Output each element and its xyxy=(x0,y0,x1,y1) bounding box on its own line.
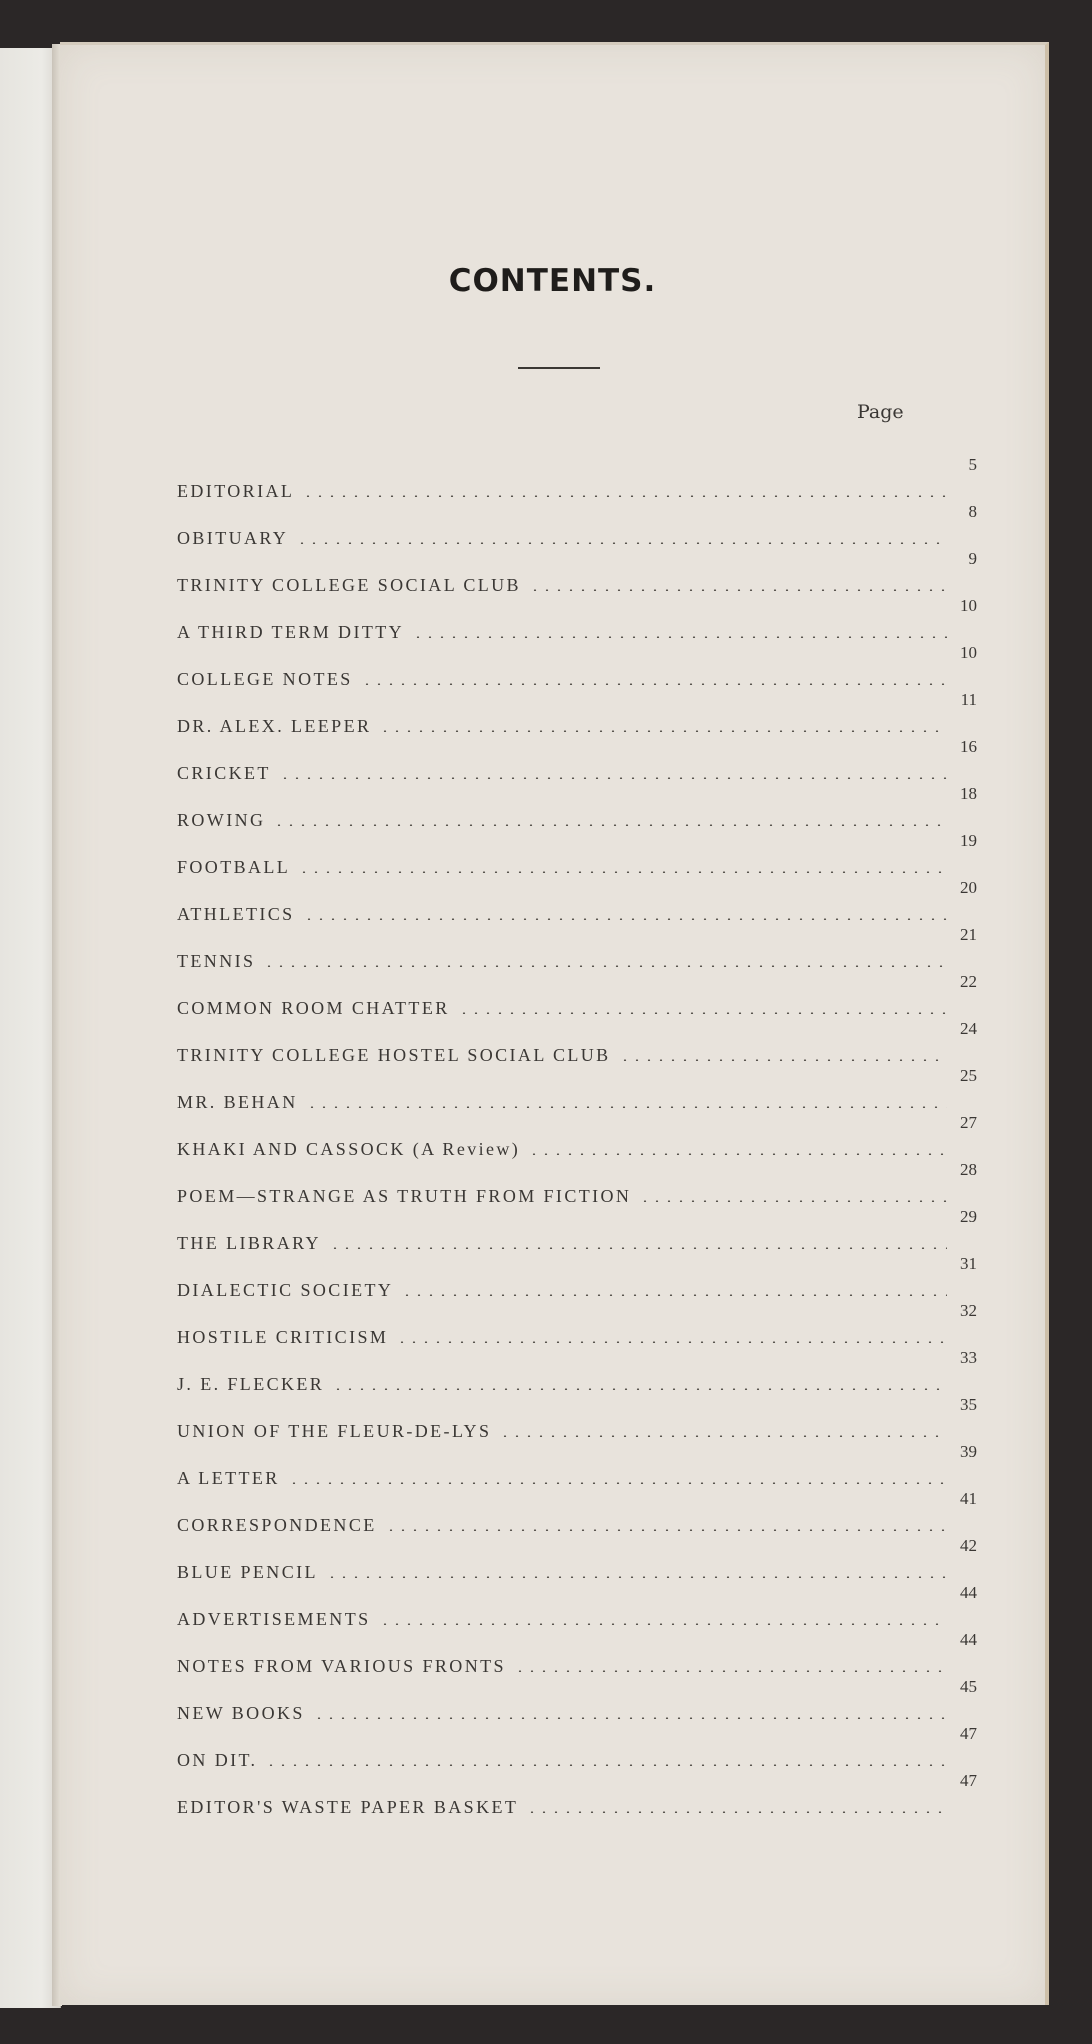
toc-entry-page: 10 xyxy=(960,643,977,662)
dot-leader xyxy=(385,1529,947,1531)
toc-entry-page: 44 xyxy=(960,1630,977,1649)
toc-entry-page: 47 xyxy=(960,1724,977,1743)
toc-entry xyxy=(177,1583,977,1630)
toc-entry xyxy=(177,1254,977,1301)
toc-entry-title: BLUE PENCIL xyxy=(177,1562,326,1583)
dot-leader xyxy=(302,495,947,497)
toc-entry-title: A THIRD TERM DITTY xyxy=(177,622,412,643)
toc-entry xyxy=(177,1442,977,1489)
toc-entry xyxy=(177,1207,977,1254)
toc-entry-page: 45 xyxy=(960,1677,977,1696)
toc-entry xyxy=(177,1630,977,1677)
toc-entry-page: 5 xyxy=(968,455,977,474)
toc-entry-page: 25 xyxy=(960,1066,977,1085)
toc-entry-title: EDITOR'S WASTE PAPER BASKET xyxy=(177,1797,526,1818)
toc-entry-title: TRINITY COLLEGE HOSTEL SOCIAL CLUB xyxy=(177,1045,619,1066)
toc-entry-page: 41 xyxy=(960,1489,977,1508)
toc-entry-page: 19 xyxy=(960,831,977,850)
dot-leader xyxy=(528,1153,947,1155)
dot-leader xyxy=(529,589,947,591)
toc-entry xyxy=(177,1771,977,1818)
dot-leader xyxy=(326,1576,947,1578)
toc-entry xyxy=(177,1395,977,1442)
toc-entry-page: 29 xyxy=(960,1207,977,1226)
toc-entry-title: POEM—STRANGE AS TRUTH FROM FICTION xyxy=(177,1186,639,1207)
table-of-contents xyxy=(177,455,977,1818)
dot-leader xyxy=(379,730,947,732)
toc-entry-title: OBITUARY xyxy=(177,528,296,549)
toc-entry-title: CRICKET xyxy=(177,763,279,784)
toc-entry xyxy=(177,1724,977,1771)
toc-entry xyxy=(177,549,977,596)
dot-leader xyxy=(313,1717,947,1719)
toc-entry xyxy=(177,737,977,784)
toc-entry-page: 28 xyxy=(960,1160,977,1179)
page-title: CONTENTS. xyxy=(448,263,657,299)
toc-entry-page: 24 xyxy=(960,1019,977,1038)
toc-entry xyxy=(177,1066,977,1113)
dot-leader xyxy=(273,824,947,826)
toc-entry-page: 33 xyxy=(960,1348,977,1367)
toc-entry xyxy=(177,1489,977,1536)
dot-leader xyxy=(306,1106,947,1108)
dot-leader xyxy=(619,1059,947,1061)
toc-entry-page: 44 xyxy=(960,1583,977,1602)
toc-entry xyxy=(177,831,977,878)
toc-entry-page: 21 xyxy=(960,925,977,944)
dot-leader xyxy=(499,1435,947,1437)
dot-leader xyxy=(639,1200,947,1202)
contents-page xyxy=(60,42,1049,2005)
toc-entry-page: 22 xyxy=(960,972,977,991)
toc-entry-title: ADVERTISEMENTS xyxy=(177,1609,379,1630)
toc-entry xyxy=(177,1677,977,1724)
toc-entry-title: TENNIS xyxy=(177,951,263,972)
toc-entry xyxy=(177,596,977,643)
toc-entry xyxy=(177,643,977,690)
toc-entry-page: 27 xyxy=(960,1113,977,1132)
toc-entry xyxy=(177,1160,977,1207)
toc-entry-title: ATHLETICS xyxy=(177,904,303,925)
toc-entry-title: ROWING xyxy=(177,810,273,831)
toc-entry-title: COLLEGE NOTES xyxy=(177,669,361,690)
page-column-label: Page xyxy=(857,401,904,423)
toc-entry-page: 10 xyxy=(960,596,977,615)
toc-entry-title: TRINITY COLLEGE SOCIAL CLUB xyxy=(177,575,529,596)
toc-entry-page: 31 xyxy=(960,1254,977,1273)
toc-entry-title: DR. ALEX. LEEPER xyxy=(177,716,379,737)
toc-entry xyxy=(177,1113,977,1160)
toc-entry-page: 8 xyxy=(968,502,977,521)
toc-entry-page: 47 xyxy=(960,1771,977,1790)
dot-leader xyxy=(279,777,947,779)
toc-entry-page: 35 xyxy=(960,1395,977,1414)
toc-entry xyxy=(177,1348,977,1395)
dot-leader xyxy=(401,1294,947,1296)
dot-leader xyxy=(298,871,947,873)
toc-entry-title: COMMON ROOM CHATTER xyxy=(177,998,458,1019)
toc-entry xyxy=(177,972,977,1019)
toc-entry xyxy=(177,502,977,549)
dot-leader xyxy=(329,1247,947,1249)
title-rule-divider xyxy=(518,367,600,369)
toc-entry-page: 9 xyxy=(968,549,977,568)
toc-entry-title: NEW BOOKS xyxy=(177,1703,313,1724)
toc-entry xyxy=(177,878,977,925)
toc-entry xyxy=(177,925,977,972)
toc-entry-title: NOTES FROM VARIOUS FRONTS xyxy=(177,1656,514,1677)
dot-leader xyxy=(412,636,947,638)
dot-leader xyxy=(263,965,947,967)
toc-entry-title: HOSTILE CRITICISM xyxy=(177,1327,396,1348)
toc-entry-title: KHAKI AND CASSOCK (A Review) xyxy=(177,1139,528,1160)
toc-entry-page: 18 xyxy=(960,784,977,803)
dot-leader xyxy=(526,1811,947,1813)
toc-entry-title: ON DIT. xyxy=(177,1750,265,1771)
toc-entry-title: DIALECTIC SOCIETY xyxy=(177,1280,401,1301)
toc-entry xyxy=(177,1301,977,1348)
toc-entry xyxy=(177,690,977,737)
toc-entry-page: 20 xyxy=(960,878,977,897)
toc-entry xyxy=(177,784,977,831)
dot-leader xyxy=(379,1623,947,1625)
toc-entry-title: J. E. FLECKER xyxy=(177,1374,332,1395)
toc-entry-title: UNION OF THE FLEUR-DE-LYS xyxy=(177,1421,499,1442)
toc-entry-page: 39 xyxy=(960,1442,977,1461)
toc-entry-title: EDITORIAL xyxy=(177,481,302,502)
dot-leader xyxy=(514,1670,947,1672)
toc-entry-page: 32 xyxy=(960,1301,977,1320)
dot-leader xyxy=(458,1012,947,1014)
dot-leader xyxy=(296,542,947,544)
toc-entry-title: A LETTER xyxy=(177,1468,288,1489)
toc-entry-page: 16 xyxy=(960,737,977,756)
toc-entry xyxy=(177,1536,977,1583)
toc-entry-title: FOOTBALL xyxy=(177,857,298,878)
toc-entry-page: 11 xyxy=(960,690,977,709)
dot-leader xyxy=(265,1764,947,1766)
dot-leader xyxy=(303,918,947,920)
dot-leader xyxy=(288,1482,947,1484)
dot-leader xyxy=(332,1388,947,1390)
dot-leader xyxy=(361,683,947,685)
toc-entry-title: CORRESPONDENCE xyxy=(177,1515,385,1536)
toc-entry xyxy=(177,1019,977,1066)
toc-entry xyxy=(177,455,977,502)
toc-entry-page: 42 xyxy=(960,1536,977,1555)
toc-entry-title: MR. BEHAN xyxy=(177,1092,306,1113)
toc-entry-title: THE LIBRARY xyxy=(177,1233,329,1254)
dot-leader xyxy=(396,1341,947,1343)
